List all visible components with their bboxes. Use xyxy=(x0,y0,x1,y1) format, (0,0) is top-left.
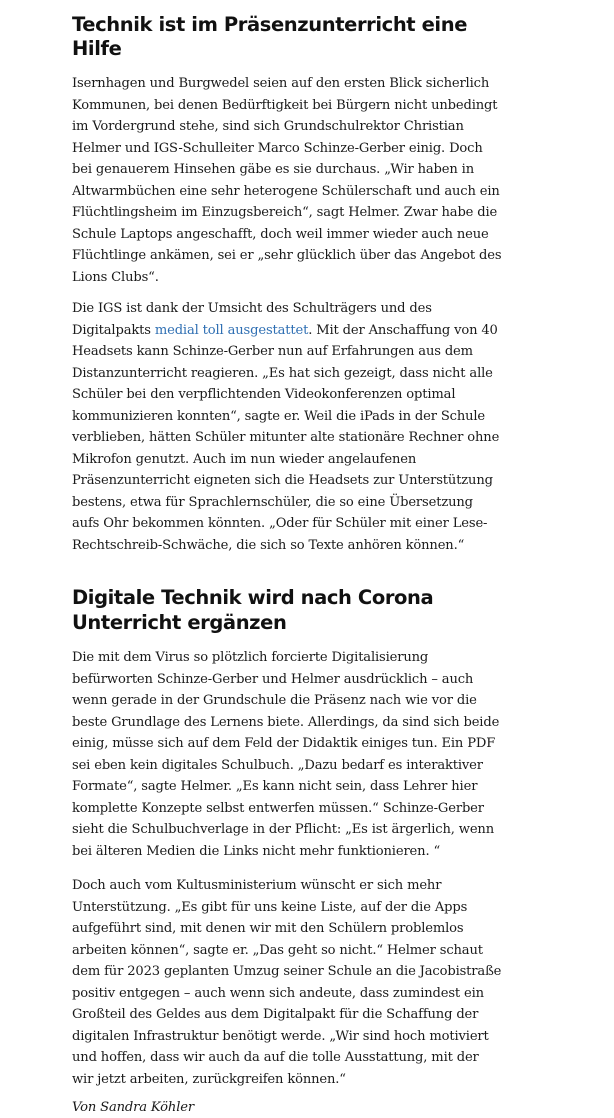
article-body xyxy=(72,0,502,1118)
medial-ausgestattet-link[interactable]: medial toll ausgestattet xyxy=(154,322,309,338)
paragraph-igs-rest: . Mit der Anschaffung von 40 Headsets kann Schinze-Gerber nun auf Erfahrungen aus dem Distanzunterricht reagieren. „Es hat sich gezeigt, dass nicht alle Schüler bei den verpflichtenden Videokonferenzen optimal kommunizieren konnten“, sagte er. Weil die iPads in der Schule verblieben, hätten Schüler mitunter alte stationäre Rechner ohne Mikrofon genutzt. Auch im nun wieder angelaufenen Präsenzunterricht eigneten sich die Headsets zur Unterstützung bestens, etwa für Sprachlernschüler, die so eine Übersetzung aufs Ohr bekommen könnten. „Oder für Schüler mit einer Lese-Rechtschreib-Schwäche, die sich so Texte anhören können.“ xyxy=(72,322,500,553)
paragraph-digitalisierung: Die mit dem Virus so plötzlich forcierte Digitalisierung befürworten Schinze-Gerber und Helmer ausdrücklich – auch wenn gerade in der Grundschule die Präsenz nach wie vor die beste Grundlage des Lernens biete. Allerdings, da sind sich beide einig, müsse sich auf dem Feld der Didaktik einiges tun. Ein PDF sei eben kein digitales Schulbuch. „Dazu bedarf es interaktiver Formate“, sagte Helmer. „Es kann nicht sein, dass Lehrer hier komplette Konzepte selbst entwerfen müssen.“ Schinze-Gerber sieht die Schulbuchverlage in der Pflicht: „Es ist ärgerlich, wenn bei älteren Medien die Links nicht mehr funktionieren. “ xyxy=(72,650,500,859)
paragraph-igs-intro: Die IGS ist dank der Umsicht des Schulträgers und des Digitalpakts xyxy=(72,301,432,338)
paragraph-isernhagen: Isernhagen und Burgwedel seien auf den ersten Blick sicherlich Kommunen, bei denen Bedürftigkeit bei Bürgern nicht unbedingt im Vordergrund stehe, sind sich Grundschulrektor Christian Helmer und IGS-Schulleiter Marco Schinze-Gerber einig. Doch bei genauerem Hinsehen gäbe es sie durchaus. „Wir haben in Altwarmbüchen eine sehr heterogene Schülerschaft und auch ein Flüchtlingsheim im Einzugsbereich“, sagt Helmer. Zwar habe die Schule Laptops angeschafft, doch weil immer wieder auch neue Flüchtlinge ankämen, sei er „sehr glücklich über das Angebot des Lions Clubs“. xyxy=(72,76,502,285)
section-heading-technik: Technik ist im Präsenzunterricht eine Hilfe xyxy=(72,13,468,60)
paragraph-igs xyxy=(72,298,502,556)
author-byline: Von Sandra Köhler xyxy=(72,1100,194,1115)
paragraph-kultusministerium: Doch auch vom Kultusministerium wünscht er sich mehr Unterstützung. „Es gibt für uns keine Liste, auf der die Apps aufgeführt sind, mit denen wir mit den Schülern problemlos arbeiten können“, sagte er. „Das geht so nicht.“ Helmer schaut dem für 2023 geplanten Umzug seiner Schule an die Jacobistraße positiv entgegen – auch wenn sich andeute, dass zumindest ein Großteil des Geldes aus dem Digitalpakt für die Schaffung der digitalen Infrastruktur benötigt werde. „Wir sind hoch motiviert und hoffen, dass wir auch da auf die tolle Ausstattung, mit der wir jetzt arbeiten, zurückgreifen können.“ xyxy=(72,878,502,1087)
section-heading-digitale-technik: Digitale Technik wird nach Corona Unterricht ergänzen xyxy=(72,586,434,634)
